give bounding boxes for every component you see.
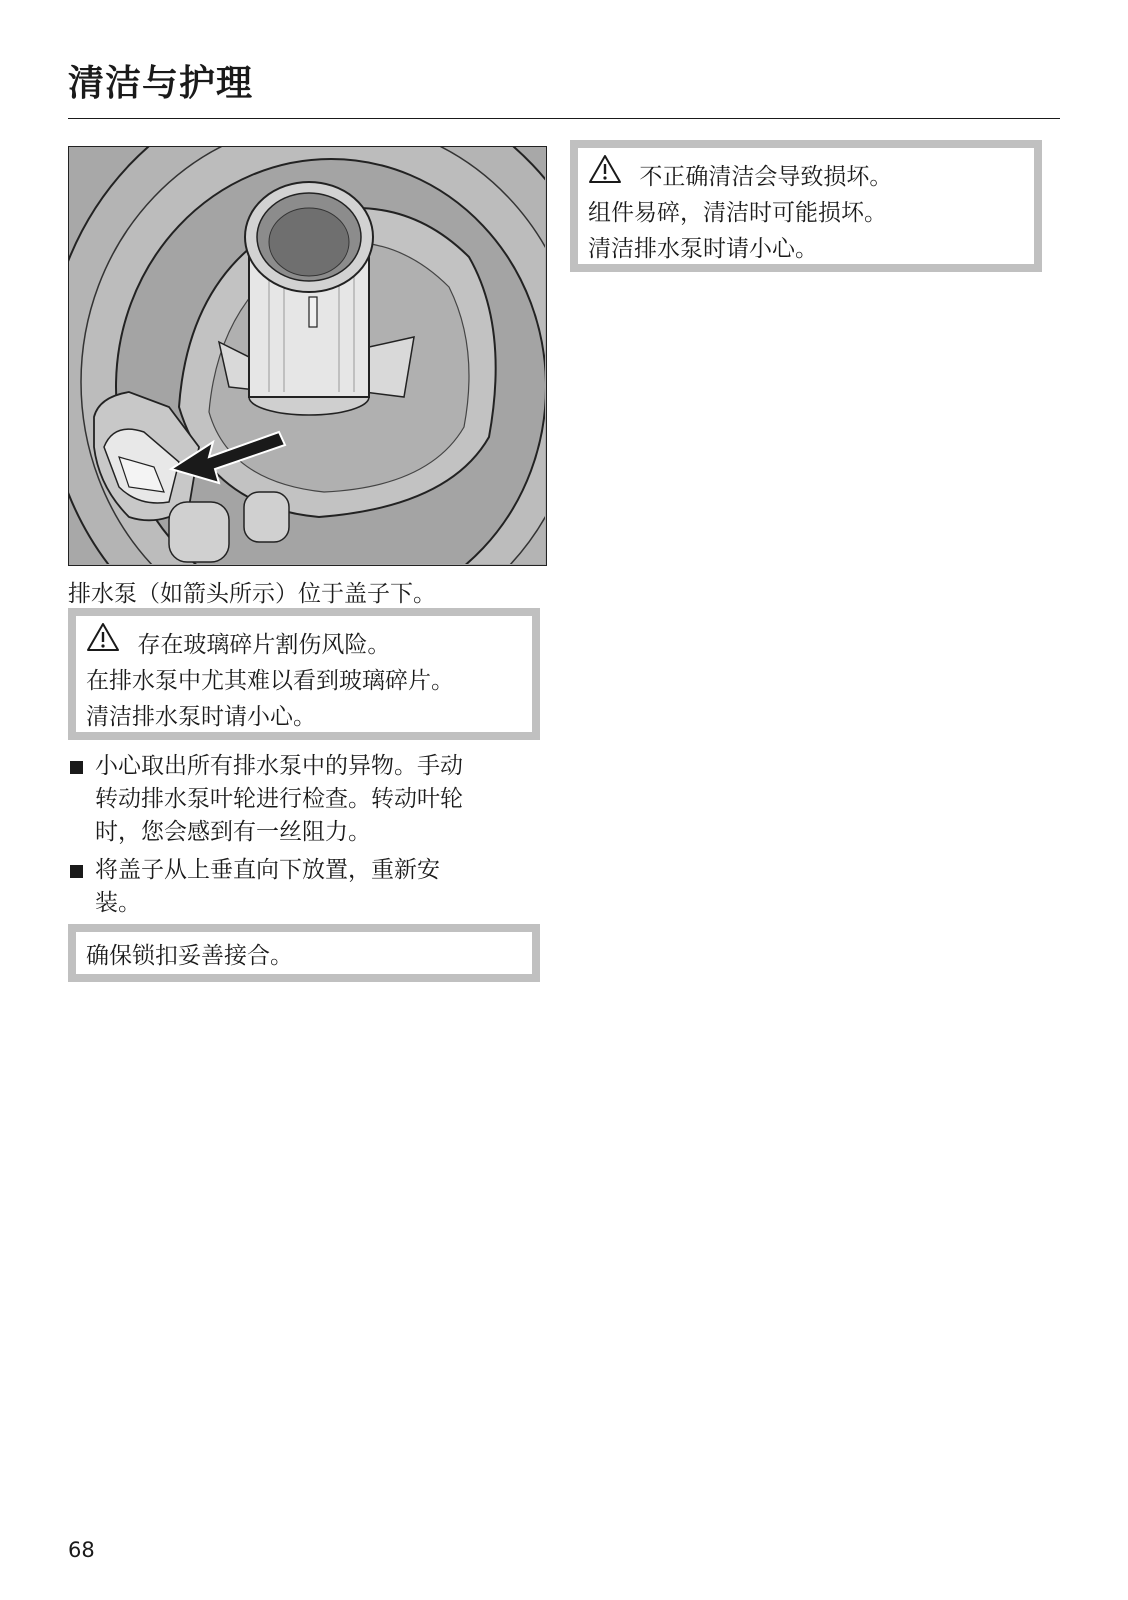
note-box-lock xyxy=(68,924,540,982)
warning-text: 清洁排水泵时请小心。 xyxy=(86,704,316,730)
warning-triangle-icon xyxy=(86,622,120,652)
step-line: 将盖子从上垂直向下放置，重新安 xyxy=(95,857,440,883)
warning-triangle-icon xyxy=(588,154,622,184)
instruction-step xyxy=(68,854,538,920)
drain-pump-illustration xyxy=(68,146,547,566)
warning-text: 组件易碎，清洁时可能损坏。 xyxy=(588,200,887,226)
step-line: 小心取出所有排水泵中的异物。手动 xyxy=(95,753,463,779)
figure-caption: 排水泵（如箭头所示）位于盖子下。 xyxy=(68,581,436,607)
page-number: 68 xyxy=(68,1538,95,1562)
warning-box-glass xyxy=(68,608,540,740)
warning-text: 清洁排水泵时请小心。 xyxy=(588,236,818,262)
bullet-square-icon xyxy=(70,865,83,878)
step-line: 时，您会感到有一丝阻力。 xyxy=(95,819,371,845)
step-line: 装。 xyxy=(95,890,141,916)
warning-heading: 存在玻璃碎片割伤风险。 xyxy=(137,632,391,658)
step-line: 转动排水泵叶轮进行检查。转动叶轮 xyxy=(95,786,463,812)
instruction-step xyxy=(68,750,538,849)
note-text: 确保锁扣妥善接合。 xyxy=(86,943,293,969)
bullet-square-icon xyxy=(70,761,83,774)
warning-heading: 不正确清洁会导致损坏。 xyxy=(639,164,893,190)
warning-box-damage xyxy=(570,140,1042,272)
header-divider xyxy=(68,118,1060,119)
page-title: 清洁与护理 xyxy=(68,63,254,104)
warning-text: 在排水泵中尤其难以看到玻璃碎片。 xyxy=(86,668,454,694)
